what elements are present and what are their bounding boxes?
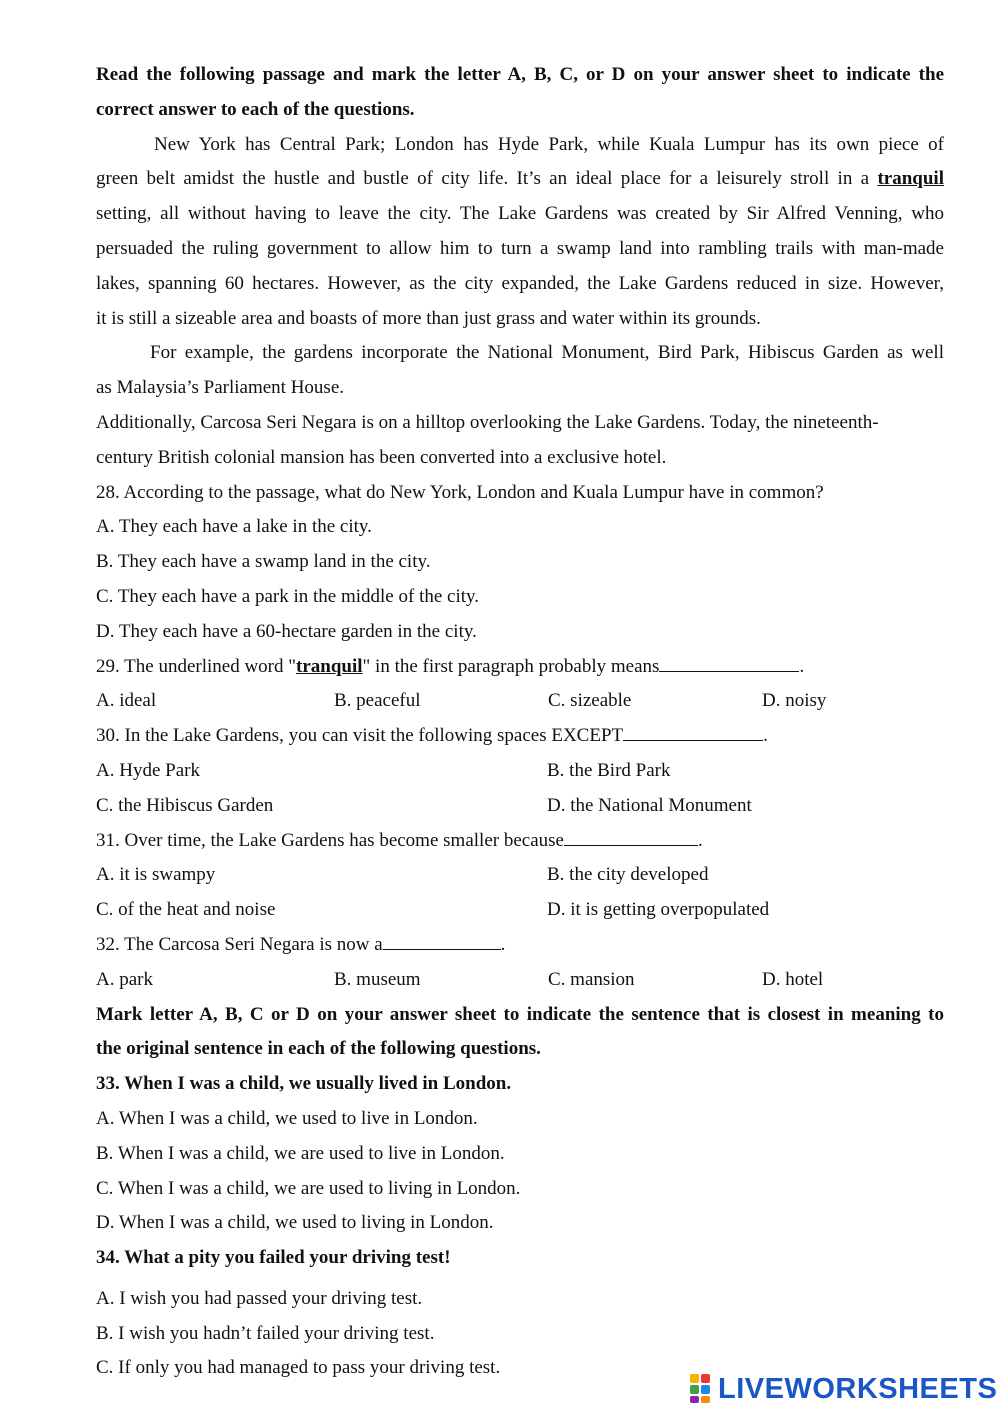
liveworksheets-brand: LIVEWORKSHEETS bbox=[718, 1372, 998, 1405]
q32-option-a[interactable]: A. park bbox=[96, 968, 153, 990]
passage-line: New York has Central Park; London has Hyde Park, while Kuala Lumpur has its own piece of bbox=[154, 133, 944, 155]
question-32: 32. The Carcosa Seri Negara is now a . bbox=[96, 933, 506, 955]
q29-option-d[interactable]: D. noisy bbox=[762, 690, 827, 712]
q31-options-row-2 bbox=[96, 893, 944, 928]
liveworksheets-logo-icon bbox=[690, 1374, 714, 1404]
meaning-instructions-line-1: Mark letter A, B, C or D on your answer sheet to indicate the sentence that is closest in meaning to bbox=[96, 1003, 944, 1025]
question-31: 31. Over time, the Lake Gardens has become smaller because . bbox=[96, 829, 703, 851]
answer-blank[interactable] bbox=[623, 724, 763, 741]
q32-options bbox=[96, 963, 944, 998]
passage-line: it is still a sizeable area and boasts of more than just grass and water within its grounds. bbox=[96, 307, 761, 329]
q33-option-d[interactable]: D. When I was a child, we used to living in London. bbox=[96, 1212, 494, 1234]
q28-option-a[interactable]: A. They each have a lake in the city. bbox=[96, 516, 372, 538]
q30-options-row-1 bbox=[96, 754, 944, 789]
passage-line: century British colonial mansion has been converted into a exclusive hotel. bbox=[96, 446, 667, 468]
q31-option-c[interactable]: C. of the heat and noise bbox=[96, 899, 276, 921]
passage-line: For example, the gardens incorporate the National Monument, Bird Park, Hibiscus Garden as well bbox=[150, 342, 944, 364]
q33-option-a[interactable]: A. When I was a child, we used to live in London. bbox=[96, 1107, 478, 1129]
q34-option-b[interactable]: B. I wish you hadn’t failed your driving test. bbox=[96, 1322, 435, 1344]
q29-options bbox=[96, 684, 944, 719]
question-33: 33. When I was a child, we usually lived in London. bbox=[96, 1073, 512, 1095]
passage-line bbox=[96, 162, 944, 197]
meaning-instructions-line-2: the original sentence in each of the following questions. bbox=[96, 1038, 541, 1060]
answer-blank[interactable] bbox=[564, 829, 698, 846]
passage-line: persuaded the ruling government to allow him to turn a swamp land into rambling trails with man-made bbox=[96, 237, 944, 259]
q30-option-d[interactable]: D. the National Monument bbox=[547, 794, 752, 816]
reading-instructions-line-1: Read the following passage and mark the letter A, B, C, or D on your answer sheet to indicate the bbox=[96, 64, 944, 85]
q34-option-c[interactable]: C. If only you had managed to pass your driving test. bbox=[96, 1357, 501, 1379]
q31-option-a[interactable]: A. it is swampy bbox=[96, 864, 216, 886]
q30-option-c[interactable]: C. the Hibiscus Garden bbox=[96, 794, 274, 816]
q30-options-row-2 bbox=[96, 789, 944, 824]
liveworksheets-logo[interactable] bbox=[690, 1372, 997, 1406]
q32-option-c[interactable]: C. mansion bbox=[548, 968, 635, 990]
q28-option-b[interactable]: B. They each have a swamp land in the city. bbox=[96, 551, 431, 573]
passage-text: green belt amidst the hustle and bustle of city life. It’s an ideal place for a leisurely stroll in a bbox=[96, 168, 870, 190]
q33-option-b[interactable]: B. When I was a child, we are used to live in London. bbox=[96, 1142, 505, 1164]
q30-option-a[interactable]: A. Hyde Park bbox=[96, 759, 200, 781]
answer-blank[interactable] bbox=[383, 933, 501, 950]
q29-option-a[interactable]: A. ideal bbox=[96, 690, 157, 712]
q32-option-d[interactable]: D. hotel bbox=[762, 968, 824, 990]
passage-line: as Malaysia’s Parliament House. bbox=[96, 377, 345, 399]
question-28: 28. According to the passage, what do New York, London and Kuala Lumpur have in common? bbox=[96, 481, 824, 503]
q29-option-b[interactable]: B. peaceful bbox=[334, 690, 421, 712]
underlined-word-tranquil: tranquil bbox=[296, 655, 363, 677]
question-34: 34. What a pity you failed your driving test! bbox=[96, 1247, 451, 1269]
question-29: 29. The underlined word "tranquil" in the first paragraph probably means . bbox=[96, 655, 805, 677]
q32-option-b[interactable]: B. museum bbox=[334, 968, 421, 990]
q30-option-b[interactable]: B. the Bird Park bbox=[547, 759, 671, 781]
q28-option-d[interactable]: D. They each have a 60-hectare garden in the city. bbox=[96, 620, 477, 642]
q31-option-b[interactable]: B. the city developed bbox=[547, 864, 709, 886]
passage-line: lakes, spanning 60 hectares. However, as the city expanded, the Lake Gardens reduced in size. However, bbox=[96, 272, 944, 294]
q28-option-c[interactable]: C. They each have a park in the middle of the city. bbox=[96, 585, 480, 607]
passage-line: Additionally, Carcosa Seri Negara is on a hilltop overlooking the Lake Gardens. Today, the nineteenth- bbox=[96, 411, 879, 433]
worksheet-page bbox=[96, 58, 944, 1386]
reading-instructions-line-2: correct answer to each of the questions. bbox=[96, 98, 415, 120]
q31-option-d[interactable]: D. it is getting overpopulated bbox=[547, 899, 770, 921]
q31-options-row-1 bbox=[96, 858, 944, 893]
underlined-word-tranquil: tranquil bbox=[877, 168, 944, 190]
passage-line: setting, all without having to leave the city. The Lake Gardens was created by Sir Alfred Venning, who bbox=[96, 203, 944, 225]
answer-blank[interactable] bbox=[659, 655, 799, 672]
q34-option-a[interactable]: A. I wish you had passed your driving test. bbox=[96, 1287, 423, 1309]
q33-option-c[interactable]: C. When I was a child, we are used to living in London. bbox=[96, 1177, 521, 1199]
question-30: 30. In the Lake Gardens, you can visit the following spaces EXCEPT . bbox=[96, 725, 768, 747]
q29-option-c[interactable]: C. sizeable bbox=[548, 690, 632, 712]
